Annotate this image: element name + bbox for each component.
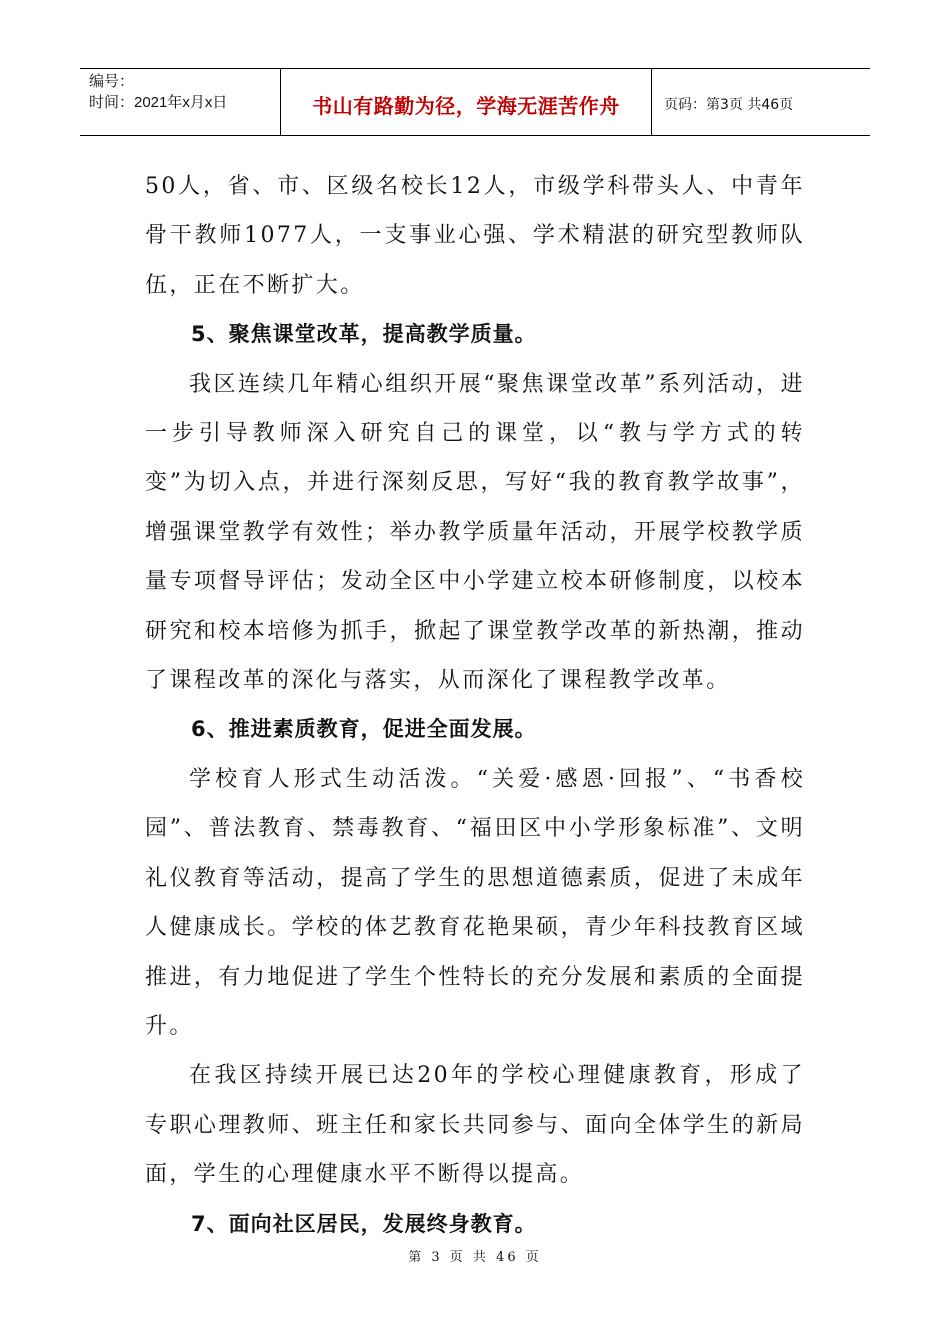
- document-body: [145, 162, 805, 1249]
- section-heading-7: 7、面向社区居民，发展终身教育。: [191, 1211, 537, 1236]
- footer-page-number: 第 3 页 共 46 页: [408, 1250, 542, 1265]
- section-heading-5: 5、聚焦课堂改革，提高教学质量。: [191, 322, 537, 347]
- paragraph-continued: 50人，省、市、区级名校长12人，市级学科带头人、中青年骨干教师1077人，一支事业心强、学术精湛的研究型教师队伍，正在不断扩大。: [145, 174, 805, 298]
- header-motto: [281, 69, 652, 135]
- date-line: 时间：2021年x月x日: [89, 94, 228, 111]
- doc-number-label: 编号：: [89, 73, 135, 90]
- page-header: [80, 68, 870, 136]
- section-heading-6: 6、推进素质教育，促进全面发展。: [191, 717, 537, 742]
- header-meta: [80, 69, 281, 135]
- paragraph-classroom-reform: 我区连续几年精心组织开展“聚焦课堂改革”系列活动，进一步引导教师深入研究自己的课堂，以“教与学方式的转变”为切入点，并进行深刻反思，写好“我的教育教学故事”，增强课堂教学有效性；举办教学质量年活动，开展学校教学质量专项督导评估；发动全区中小学建立校本研修制度，以校本研究和校本培修为抓手，掀起了课堂教学改革的新热潮，推动了课程改革的深化与落实，从而深化了课程教学改革。: [145, 371, 805, 694]
- page-info-text: 页码：第3页 共46页: [664, 97, 794, 113]
- paragraph-mental-health: 在我区持续开展已达20年的学校心理健康教育，形成了专职心理教师、班主任和家长共同参与、面向全体学生的新局面，学生的心理健康水平不断得以提高。: [145, 1063, 805, 1188]
- motto-text: 书山有路勤为径，学海无涯苦作舟: [312, 93, 620, 118]
- paragraph-quality-education: 学校育人形式生动活泼。“关爱·感恩·回报”、“书香校园”、普法教育、禁毒教育、“福田区中小学形象标准”、文明礼仪教育等活动，提高了学生的思想道德素质，促进了未成年人健康成长。学校的体艺教育花艳果硕，青少年科技教育区域推进，有力地促进了学生个性特长的充分发展和素质的全面提升。: [145, 766, 805, 1039]
- page-footer: [0, 1246, 950, 1265]
- header-page-info: [652, 69, 870, 135]
